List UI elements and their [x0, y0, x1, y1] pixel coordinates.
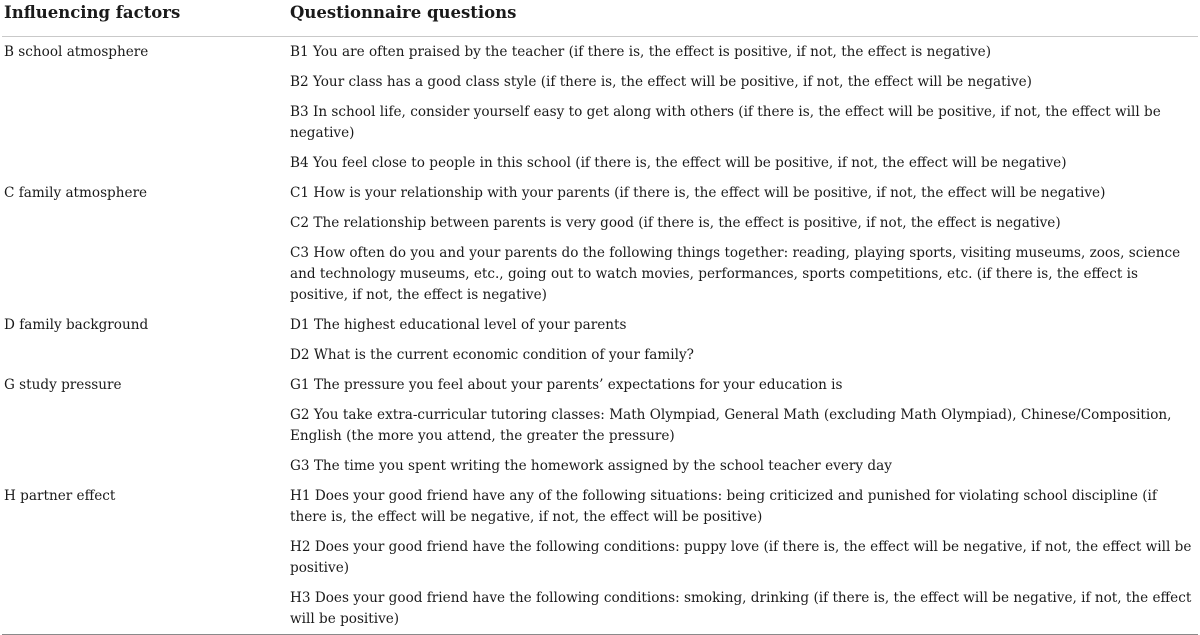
factor-cell-empty: [2, 238, 290, 310]
questionnaire-table: [2, 0, 1198, 635]
table-row: [2, 310, 1198, 340]
factor-cell-empty: [2, 400, 290, 451]
table-row: [2, 340, 1198, 370]
table-row: [2, 148, 1198, 178]
question-cell: B3 In school life, consider yourself easy to get along with others (if there is, the effect will be positive, if not, the effect will be negative): [290, 104, 1161, 141]
factor-cell-empty: [2, 97, 290, 148]
question-cell: C2 The relationship between parents is very good (if there is, the effect is positive, if not, the effect is negative): [290, 215, 1061, 231]
table-row: [2, 583, 1198, 635]
factor-cell: C family atmosphere: [4, 185, 148, 201]
table-row: [2, 238, 1198, 310]
factor-cell-empty: [2, 148, 290, 178]
question-cell: G1 The pressure you feel about your parents’ expectations for your education is: [290, 377, 843, 393]
question-cell: H2 Does your good friend have the following conditions: puppy love (if there is, the effect will be negative, if not, the effect will be positive): [290, 539, 1192, 576]
factor-cell: B school atmosphere: [4, 44, 149, 60]
factor-cell-empty: [2, 583, 290, 635]
question-cell: B4 You feel close to people in this school (if there is, the effect will be positive, if not, the effect will be negative): [290, 155, 1067, 171]
factor-cell: G study pressure: [4, 377, 122, 393]
header-influencing-factors: Influencing factors: [2, 0, 290, 37]
factor-cell: D family background: [4, 317, 149, 333]
question-cell: H3 Does your good friend have the following conditions: smoking, drinking (if there is, the effect will be negative, if not, the effect will be positive): [290, 583, 1198, 635]
question-cell: B1 You are often praised by the teacher (if there is, the effect is positive, if not, the effect is negative): [290, 44, 992, 60]
question-cell: C1 How is your relationship with your parents (if there is, the effect will be positive, if not, the effect will be negative): [290, 185, 1106, 201]
table-row: [2, 97, 1198, 148]
table-row: [2, 481, 1198, 532]
question-cell: D1 The highest educational level of your parents: [290, 317, 627, 333]
table-row: [2, 208, 1198, 238]
factor-cell-empty: [2, 451, 290, 481]
question-cell: C3 How often do you and your parents do the following things together: reading, playing sports, visiting museums, zoos, science and technology museums, etc., going out to watch movies, performances, sports competitions, etc. (if there is, the effect is positive, if not, the effect is negative): [290, 245, 1181, 303]
factor-cell-empty: [2, 67, 290, 97]
factor-cell-empty: [2, 532, 290, 583]
factor-cell: H partner effect: [4, 488, 116, 504]
question-cell: D2 What is the current economic condition of your family?: [290, 347, 694, 363]
factor-cell-empty: [2, 208, 290, 238]
table-row: [2, 178, 1198, 208]
table-header: [2, 0, 1198, 37]
table-row: [2, 451, 1198, 481]
header-row: [2, 0, 1198, 37]
factor-cell-empty: [2, 340, 290, 370]
table-row: [2, 37, 1198, 68]
question-cell: B2 Your class has a good class style (if there is, the effect will be positive, if not, the effect will be negative): [290, 74, 1032, 90]
question-cell: G3 The time you spent writing the homework assigned by the school teacher every day: [290, 458, 892, 474]
question-cell: H1 Does your good friend have any of the following situations: being criticized and punished for violating school discipline (if there is, the effect will be negative, if not, the effect will be positive): [290, 488, 1157, 525]
table-row: [2, 370, 1198, 400]
table-row: [2, 67, 1198, 97]
table-row: [2, 400, 1198, 451]
question-cell: G2 You take extra-curricular tutoring classes: Math Olympiad, General Math (excluding Math Olympiad), Chinese/Composition, English (the more you attend, the greater the pressure): [290, 407, 1172, 444]
header-questionnaire-questions: Questionnaire questions: [290, 0, 1198, 37]
table-body: [2, 37, 1198, 635]
table-row: [2, 532, 1198, 583]
